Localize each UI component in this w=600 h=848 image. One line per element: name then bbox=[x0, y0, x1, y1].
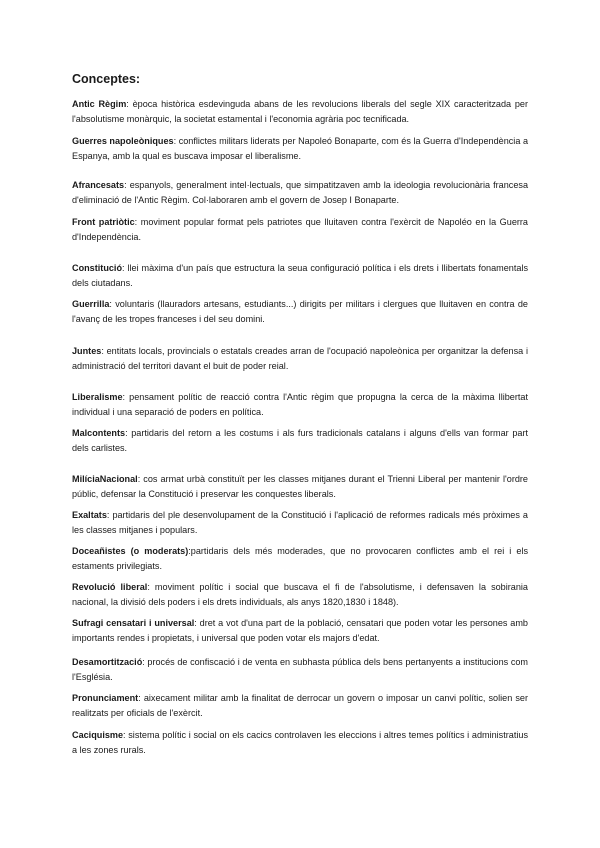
concept-term: Sufragi censatari i universal bbox=[72, 618, 195, 628]
concept-entry bbox=[72, 580, 528, 610]
concept-definition: : procés de confiscació i de venta en subhasta pública dels bens pertanyents a institucions com l'Església. bbox=[72, 657, 528, 682]
concept-term: Doceañistes (o moderats) bbox=[72, 546, 189, 556]
concept-entry bbox=[72, 261, 528, 291]
page-title: Conceptes: bbox=[72, 72, 141, 86]
concept-entry bbox=[72, 616, 528, 646]
concept-term: Juntes bbox=[72, 346, 102, 356]
concept-definition: : voluntaris (llauradors artesans, estudiants...) dirigits per militars i clergues que lluitaven en contra de l'avanç de les tropes franceses i del seu domini. bbox=[72, 299, 528, 324]
concept-entry bbox=[72, 691, 528, 721]
concept-term: MilíciaNacional bbox=[72, 474, 138, 484]
concept-entry bbox=[72, 426, 528, 456]
concept-definition: : sistema polític i social on els cacics controlaven les eleccions i altres temes polítics i administratius a les zones rurals. bbox=[72, 730, 528, 755]
concept-term: Antic Règim bbox=[72, 99, 127, 109]
concept-term: Caciquisme bbox=[72, 730, 124, 740]
concept-entry bbox=[72, 297, 528, 327]
concept-entry bbox=[72, 544, 528, 574]
concept-term: Afrancesats bbox=[72, 180, 125, 190]
concept-definition: : moviment popular format pels patriotes que lluitaven contra l'exèrcit de Napoléo en la Guerra d'Independència. bbox=[72, 217, 528, 242]
concept-term: Guerres napoleòniques bbox=[72, 136, 174, 146]
concept-term: Revolució liberal bbox=[72, 582, 148, 592]
concept-term: Pronunciament bbox=[72, 693, 139, 703]
concept-definition: : partidaris del retorn a les costums i als furs tradicionals catalans i alguns d'ells van formar part dels carlistes. bbox=[72, 428, 528, 453]
concept-entry bbox=[72, 215, 528, 245]
concept-definition: : llei màxima d'un país que estructura la seua configuració política i els drets i llibertats fonamentals dels ciutadans. bbox=[72, 263, 528, 288]
concept-entry bbox=[72, 134, 528, 164]
concept-definition: : cos armat urbà constituït per les classes mitjanes durant el Trienni Liberal per mantenir l'ordre públic, defensar la Constitució i preservar les conquestes liberals. bbox=[72, 474, 528, 499]
concept-definition: : dret a vot d'una part de la població, censatari que poden votar les persones amb importants rendes i propietats, i universal que poden votar els majors d'edat. bbox=[72, 618, 528, 643]
concept-definition: : entitats locals, provincials o estatals creades arran de l'ocupació napoleònica per organitzar la defensa i administració del territori davant el buit de poder reial. bbox=[72, 346, 528, 371]
concept-entry bbox=[72, 97, 528, 127]
concept-entry bbox=[72, 728, 528, 758]
concept-entry bbox=[72, 655, 528, 685]
concept-term: Desamortització bbox=[72, 657, 143, 667]
concept-definition: : pensament polític de reacció contra l'Antic règim que propugna la cerca de la màxima llibertat individual i una separació de poders en política. bbox=[72, 392, 528, 417]
concept-term: Guerrilla bbox=[72, 299, 110, 309]
concept-entry bbox=[72, 508, 528, 538]
concept-definition: : conflictes militars liderats per Napoleó Bonaparte, com és la Guerra d'Independència a Espanya, amb la qual es buscava imposar el liberalisme. bbox=[72, 136, 528, 161]
concept-definition: : espanyols, generalment intel·lectuals, que simpatitzaven amb la ideologia revolucionària francesa d'eliminació de l'Antic Règim. Col·laboraren amb el govern de Josep I Bonaparte. bbox=[72, 180, 528, 205]
concept-term: Liberalisme bbox=[72, 392, 123, 402]
concept-term: Front patriòtic bbox=[72, 217, 135, 227]
concept-entry bbox=[72, 390, 528, 420]
concept-entry bbox=[72, 472, 528, 502]
concept-definition: : moviment polític i social que buscava el fi de l'absolutisme, i defensaven la sobirania nacional, la divisió dels poders i els drets individuals, als anys 1820,1830 i 1848). bbox=[72, 582, 528, 607]
concept-entry bbox=[72, 344, 528, 374]
concept-term: Constitució bbox=[72, 263, 123, 273]
concept-definition: :partidaris dels més moderades, que no provocaren conflictes amb el rei i els estaments privilegiats. bbox=[72, 546, 528, 571]
concept-term: Exaltats bbox=[72, 510, 107, 520]
concept-definition: : època històrica esdevinguda abans de les revolucions liberals del segle XIX caracteritzada per l'absolutisme monàrquic, la societat estamental i l'economia agrària poc tecnificada. bbox=[72, 99, 528, 124]
concept-definition: : aixecament militar amb la finalitat de derrocar un govern o imposar un canvi polític, solien ser realitzats per oficials de l'exèrcit. bbox=[72, 693, 528, 718]
concept-entry bbox=[72, 178, 528, 208]
concept-definition: : partidaris del ple desenvolupament de la Constitució i l'aplicació de reformes radicals més pròximes a les classes mitjanes i populars. bbox=[72, 510, 528, 535]
concept-term: Malcontents bbox=[72, 428, 126, 438]
